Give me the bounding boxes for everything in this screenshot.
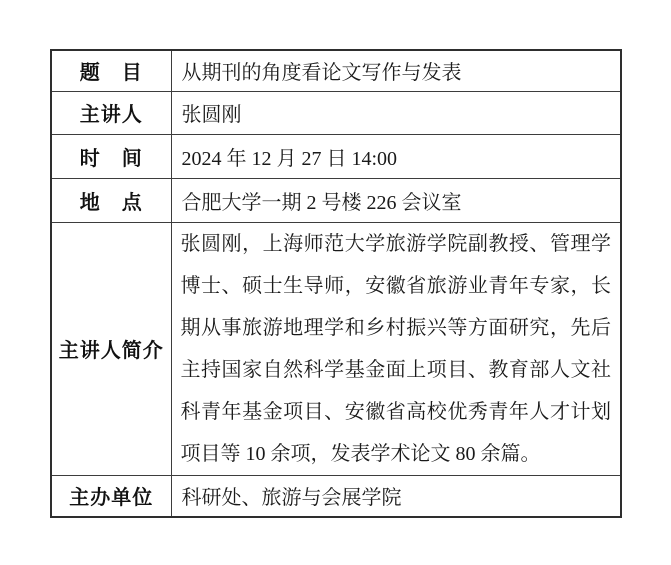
row-location xyxy=(51,178,621,222)
row-organizer xyxy=(51,475,621,517)
lecture-notice-table xyxy=(50,49,622,518)
row-speaker-label: 主讲人 xyxy=(51,91,171,134)
row-location-value: 合肥大学一期 2 号楼 226 会议室 xyxy=(171,178,621,222)
row-title-label: 题 目 xyxy=(51,50,171,91)
row-speaker-bio xyxy=(51,222,621,475)
row-location-label: 地 点 xyxy=(51,178,171,222)
row-time xyxy=(51,134,621,178)
row-time-label: 时 间 xyxy=(51,134,171,178)
row-title xyxy=(51,50,621,91)
row-organizer-value: 科研处、旅游与会展学院 xyxy=(171,475,621,517)
row-speaker xyxy=(51,91,621,134)
row-organizer-label: 主办单位 xyxy=(51,475,171,517)
row-speaker-value: 张圆刚 xyxy=(171,91,621,134)
row-speaker-bio-value: 张圆刚，上海师范大学旅游学院副教授、管理学博士、硕士生导师，安徽省旅游业青年专家，长期从事旅游地理学和乡村振兴等方面研究，先后主持国家自然科学基金面上项目、教育部人文社科青年基金项目、安徽省高校优秀青年人才计划项目等 10 余项，发表学术论文 80 余篇。 xyxy=(171,222,621,475)
row-title-value: 从期刊的角度看论文写作与发表 xyxy=(171,50,621,91)
row-time-value: 2024 年 12 月 27 日 14:00 xyxy=(171,134,621,178)
row-speaker-bio-label: 主讲人简介 xyxy=(51,222,171,475)
